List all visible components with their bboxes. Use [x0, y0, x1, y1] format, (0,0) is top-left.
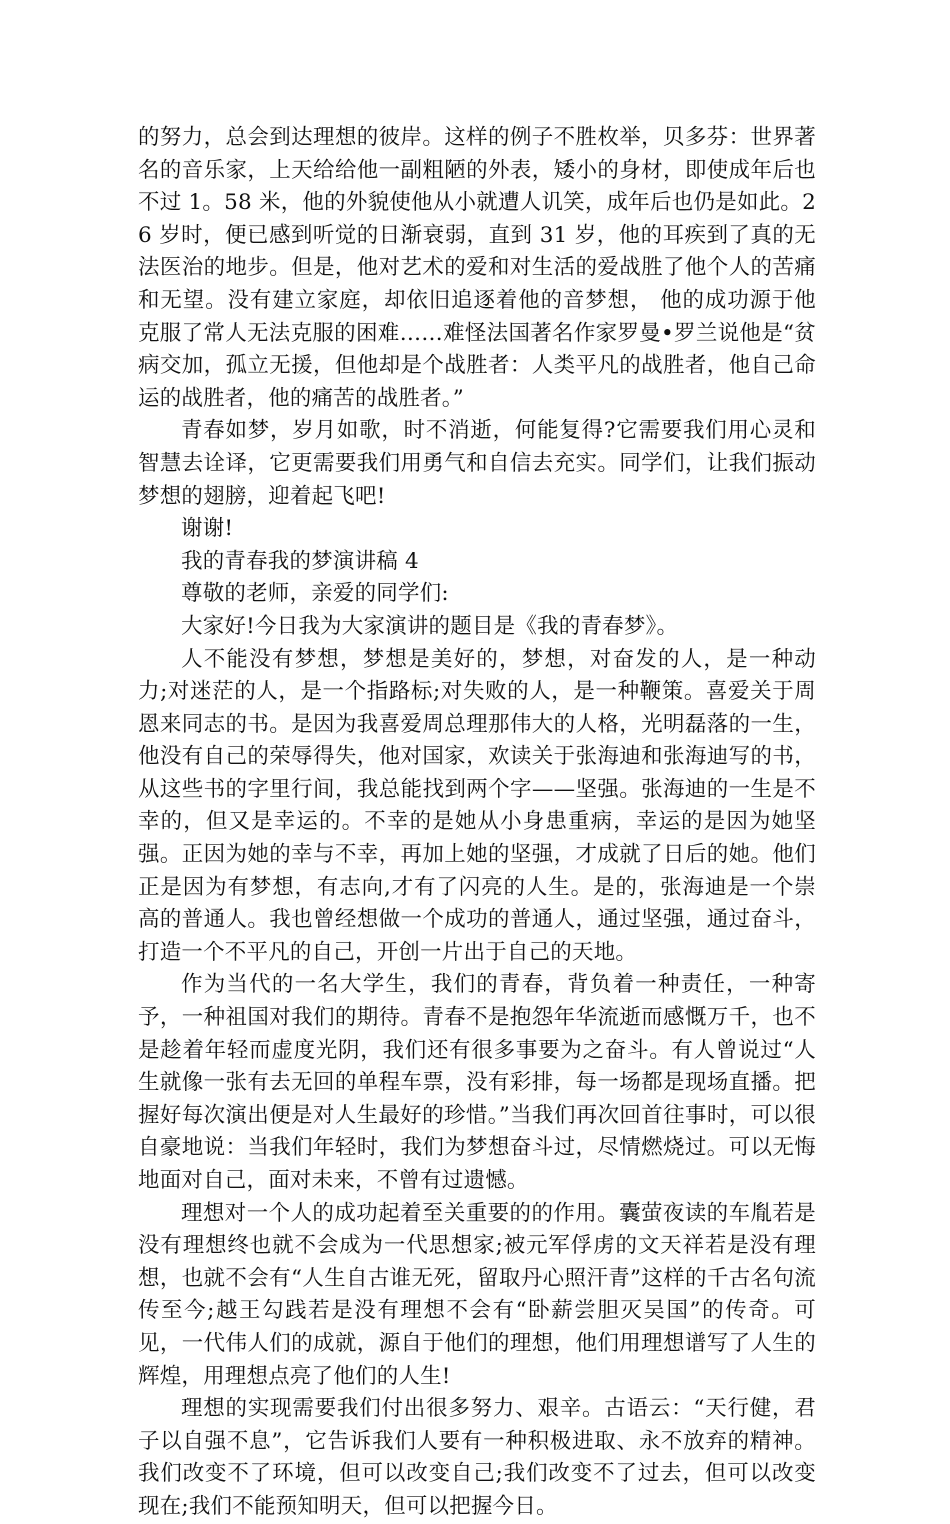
- paragraph: 青春如梦，岁月如歌，时不消逝，何能复得?它需要我们用心灵和智慧去诠译，它更需要我们用勇气和自信去充实。同学们，让我们振动梦想的翅膀，迎着起飞吧!: [138, 418, 816, 509]
- document-body: [138, 122, 816, 1524]
- salutation: 尊敬的老师，亲爱的同学们:: [181, 581, 449, 607]
- greeting: 大家好!今日我为大家演讲的题目是《我的青春梦》。: [181, 613, 679, 639]
- paragraph-continuation: 的努力，总会到达理想的彼岸。这样的例子不胜枚举，贝多芬：世界著名的音乐家，上天给给他一副粗陋的外表，矮小的身材，即使成年后也不过 1。58 米，他的外貌使他从小就遭人讥笑，成年后也仍是如此。26 岁时，便已感到听觉的日渐衰弱，直到 31 岁，他的耳疾到了真的无法医治的地步。但是，他对艺术的爱和对生活的爱战胜了他个人的苦痛和无望。没有建立家庭，却依旧追逐着他的音梦想， 他的成功源于他克服了常人无法克服的困难……难怪法国著名作家罗曼•罗兰说他是“贫病交加，孤立无援，但他却是个战胜者：人类平凡的战胜者，他自己命运的战胜者，他的痛苦的战胜者。”: [138, 125, 816, 411]
- paragraph-thanks: 谢谢!: [181, 516, 234, 542]
- speech-title: 我的青春我的梦演讲稿 4: [181, 548, 419, 574]
- paragraph: 理想对一个人的成功起着至关重要的的作用。囊萤夜读的车胤若是没有理想终也就不会成为一代思想家;被元军俘虏的文天祥若是没有理想，也就不会有“人生自古谁无死，留取丹心照汗青”这样的千古名句流传至今;越王勾践若是没有理想不会有“卧薪尝胆灭吴国”的传奇。可见，一代伟人们的成就，源自于他们的理想，他们用理想谱写了人生的辉煌，用理想点亮了他们的人生!: [138, 1200, 816, 1389]
- paragraph: 人不能没有梦想，梦想是美好的，梦想，对奋发的人，是一种动力;对迷茫的人，是一个指路标;对失败的人，是一种鞭策。喜爱关于周恩来同志的书。是因为我喜爱周总理那伟大的人格，光明磊落的一生，他没有自己的荣辱得失，他对国家，欢读关于张海迪和张海迪写的书，从这些书的字里行间，我总能找到两个字——坚强。张海迪的一生是不幸的，但又是幸运的。不幸的是她从小身患重病，幸运的是因为她坚强。正因为她的幸与不幸，再加上她的坚强，才成就了日后的她。他们正是因为有梦想，有志向,才有了闪亮的人生。是的，张海迪是一个崇高的普通人。我也曾经想做一个成功的普通人，通过坚强，通过奋斗，打造一个不平凡的自己，开创一片出于自己的天地。: [138, 646, 816, 965]
- paragraph: 理想的实现需要我们付出很多努力、艰辛。古语云：“天行健，君子以自强不息”，它告诉我们人要有一种积极进取、永不放弃的精神。我们改变不了环境，但可以改变自己;我们改变不了过去，但可以改变现在;我们不能预知明天，但可以把握今日。: [138, 1396, 816, 1519]
- paragraph: 作为当代的一名大学生，我们的青春，背负着一种责任，一种寄予，一种祖国对我们的期待。青春不是抱怨年华流逝而感慨万千，也不是趁着年轻而虚度光阴，我们还有很多事要为之奋斗。有人曾说过“人生就像一张有去无回的单程车票，没有彩排，每一场都是现场直播。把握好每次演出便是对人生最好的珍惜。”当我们再次回首往事时，可以很自豪地说：当我们年轻时，我们为梦想奋斗过，尽情燃烧过。可以无悔地面对自己，面对未来，不曾有过遗憾。: [138, 972, 816, 1193]
